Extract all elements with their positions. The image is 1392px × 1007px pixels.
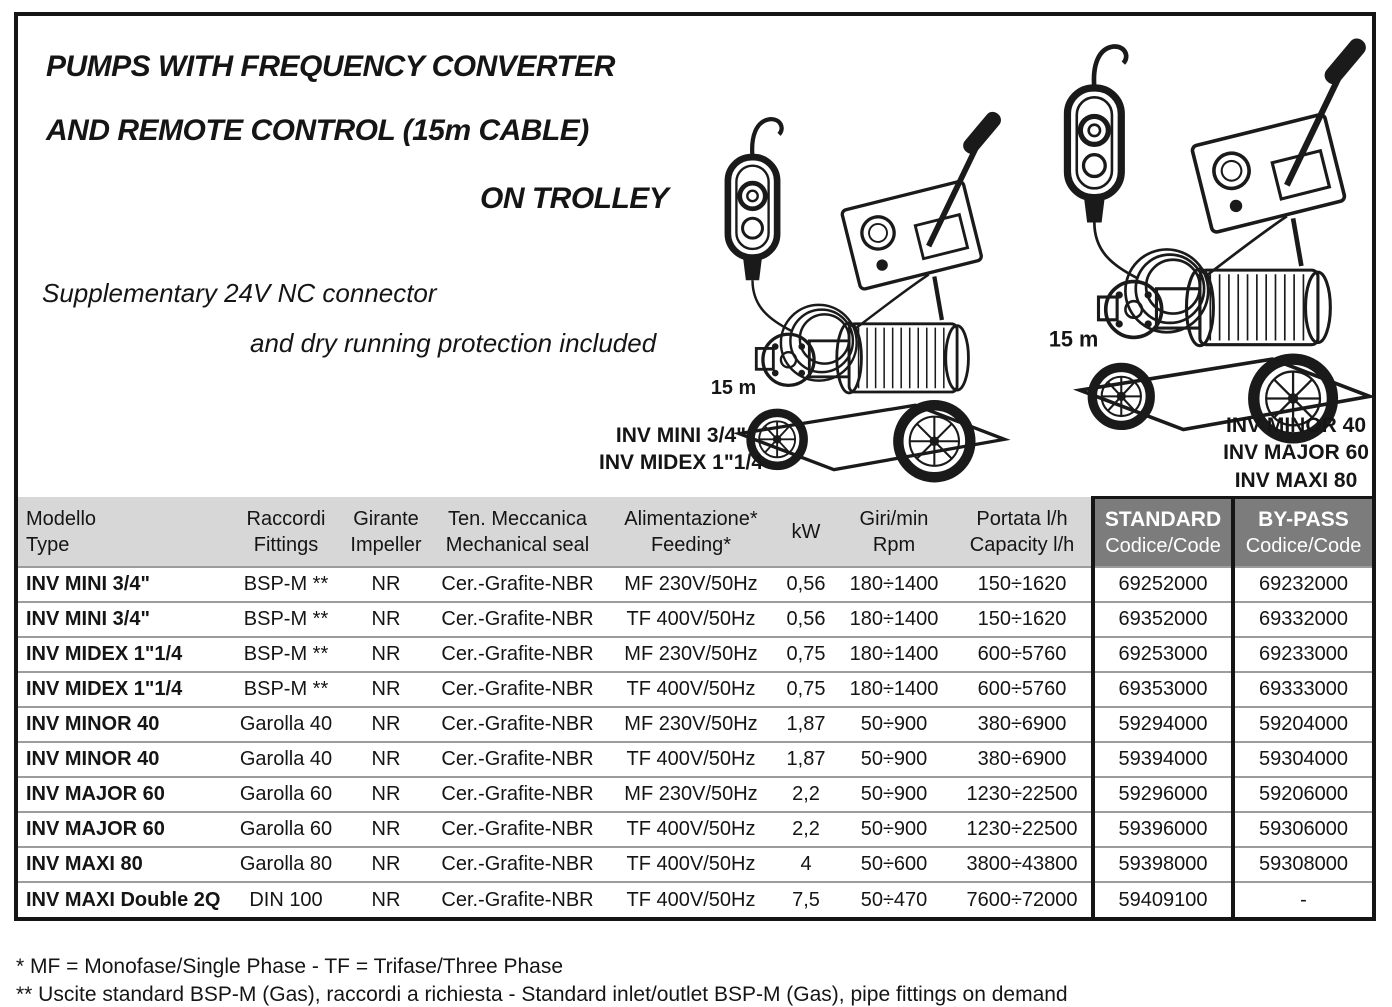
cell-standard-code: 69352000 [1093, 602, 1233, 637]
header-standard-code: STANDARD Codice/Code [1093, 497, 1233, 567]
cell-kw: 4 [777, 847, 835, 882]
table-row [18, 567, 1372, 602]
cell-impeller: NR [342, 777, 430, 812]
cell-mechanical-seal: Cer.-Grafite-NBR [430, 672, 605, 707]
table-row [18, 672, 1372, 707]
cell-bypass-code: 59308000 [1233, 847, 1372, 882]
cell-rpm: 180÷1400 [835, 637, 953, 672]
cell-standard-code: 59296000 [1093, 777, 1233, 812]
cell-fittings: Garolla 60 [230, 812, 342, 847]
cell-impeller: NR [342, 742, 430, 777]
cell-standard-code: 69252000 [1093, 567, 1233, 602]
cell-capacity: 1230÷22500 [953, 777, 1093, 812]
cell-feeding: TF 400V/50Hz [605, 847, 777, 882]
cell-standard-code: 59294000 [1093, 707, 1233, 742]
models-label-left [574, 422, 788, 477]
header-kw: kW [777, 497, 835, 567]
cell-kw: 0,56 [777, 567, 835, 602]
cell-mechanical-seal: Cer.-Grafite-NBR [430, 777, 605, 812]
cell-bypass-code: 59204000 [1233, 707, 1372, 742]
cell-feeding: MF 230V/50Hz [605, 637, 777, 672]
header-mechanical-seal: Ten. Meccanica Mechanical seal [430, 497, 605, 567]
cell-standard-code: 59394000 [1093, 742, 1233, 777]
cell-impeller: NR [342, 707, 430, 742]
cell-mechanical-seal: Cer.-Grafite-NBR [430, 602, 605, 637]
cell-capacity: 380÷6900 [953, 707, 1093, 742]
cell-impeller: NR [342, 812, 430, 847]
cell-fittings: Garolla 40 [230, 707, 342, 742]
cell-model: INV MINI 3/4" [18, 567, 230, 602]
cell-rpm: 50÷900 [835, 742, 953, 777]
cell-capacity: 380÷6900 [953, 742, 1093, 777]
cell-rpm: 50÷900 [835, 707, 953, 742]
cell-kw: 7,5 [777, 882, 835, 917]
cell-standard-code: 59396000 [1093, 812, 1233, 847]
cell-kw: 2,2 [777, 812, 835, 847]
cell-model: INV MINI 3/4" [18, 602, 230, 637]
spec-table [18, 496, 1372, 918]
model-name: INV MAXI 80 [1234, 468, 1358, 492]
page-title-line1: PUMPS WITH FREQUENCY CONVERTER [46, 50, 615, 83]
cell-fittings: Garolla 40 [230, 742, 342, 777]
cell-fittings: Garolla 60 [230, 777, 342, 812]
table-body [18, 567, 1372, 917]
subtitle-line2: and dry running protection included [250, 328, 657, 358]
cell-model: INV MINOR 40 [18, 707, 230, 742]
cell-bypass-code: 59306000 [1233, 812, 1372, 847]
cell-mechanical-seal: Cer.-Grafite-NBR [430, 742, 605, 777]
cell-model: INV MAJOR 60 [18, 777, 230, 812]
cell-impeller: NR [342, 637, 430, 672]
cell-rpm: 50÷900 [835, 777, 953, 812]
cell-capacity: 150÷1620 [953, 602, 1093, 637]
cell-fittings: BSP-M ** [230, 567, 342, 602]
cell-feeding: TF 400V/50Hz [605, 602, 777, 637]
cell-fittings: Garolla 80 [230, 847, 342, 882]
cell-impeller: NR [342, 672, 430, 707]
cell-model: INV MAXI 80 [18, 847, 230, 882]
cell-bypass-code: 69333000 [1233, 672, 1372, 707]
table-row [18, 602, 1372, 637]
cell-capacity: 7600÷72000 [953, 882, 1093, 917]
cell-bypass-code: 69232000 [1233, 567, 1372, 602]
table-header-row [18, 497, 1372, 567]
header-capacity: Portata l/h Capacity l/h [953, 497, 1093, 567]
cell-rpm: 50÷900 [835, 812, 953, 847]
cell-kw: 1,87 [777, 707, 835, 742]
cell-model: INV MINOR 40 [18, 742, 230, 777]
cell-feeding: MF 230V/50Hz [605, 707, 777, 742]
cell-feeding: TF 400V/50Hz [605, 742, 777, 777]
cell-capacity: 150÷1620 [953, 567, 1093, 602]
pump-trolley-illustration-large [1026, 30, 1378, 444]
cell-bypass-code: 59304000 [1233, 742, 1372, 777]
cell-mechanical-seal: Cer.-Grafite-NBR [430, 707, 605, 742]
cell-impeller: NR [342, 602, 430, 637]
cell-rpm: 50÷600 [835, 847, 953, 882]
model-name: INV MINOR 40 [1225, 414, 1367, 437]
cell-model: INV MIDEX 1"1/4 [18, 672, 230, 707]
subtitle-line1: Supplementary 24V NC connector [42, 278, 437, 308]
cell-impeller: NR [342, 567, 430, 602]
table-row [18, 882, 1372, 917]
table-row [18, 777, 1372, 812]
cell-capacity: 3800÷43800 [953, 847, 1093, 882]
page-title-line2: AND REMOTE CONTROL (15m CABLE) [46, 114, 589, 147]
cell-standard-code: 59398000 [1093, 847, 1233, 882]
cell-impeller: NR [342, 882, 430, 917]
header-rpm: Giri/min Rpm [835, 497, 953, 567]
table-row [18, 812, 1372, 847]
table-row [18, 707, 1372, 742]
header-model: Modello Type [18, 497, 230, 567]
cell-standard-code: 59409100 [1093, 882, 1233, 917]
cell-mechanical-seal: Cer.-Grafite-NBR [430, 847, 605, 882]
cell-fittings: BSP-M ** [230, 602, 342, 637]
header-impeller: Girante Impeller [342, 497, 430, 567]
cell-mechanical-seal: Cer.-Grafite-NBR [430, 637, 605, 672]
cell-kw: 0,75 [777, 637, 835, 672]
table-row [18, 742, 1372, 777]
cell-bypass-code: 59206000 [1233, 777, 1372, 812]
footnote-phase: * MF = Monofase/Single Phase - TF = Trifase/Three Phase [16, 955, 564, 978]
cell-bypass-code: 69233000 [1233, 637, 1372, 672]
cell-rpm: 50÷470 [835, 882, 953, 917]
cell-rpm: 180÷1400 [835, 672, 953, 707]
cell-rpm: 180÷1400 [835, 567, 953, 602]
cell-rpm: 180÷1400 [835, 602, 953, 637]
cell-feeding: TF 400V/50Hz [605, 672, 777, 707]
cell-kw: 1,87 [777, 742, 835, 777]
cell-capacity: 600÷5760 [953, 637, 1093, 672]
cell-fittings: BSP-M ** [230, 637, 342, 672]
model-name: INV MAJOR 60 [1223, 441, 1369, 465]
cell-model: INV MAJOR 60 [18, 812, 230, 847]
cell-kw: 0,75 [777, 672, 835, 707]
models-label-right [1200, 412, 1392, 494]
cell-kw: 0,56 [777, 602, 835, 637]
cell-model: INV MIDEX 1"1/4 [18, 637, 230, 672]
footnote-fittings: ** Uscite standard BSP-M (Gas), raccordi a richiesta - Standard inlet/outlet BSP-M (Gas), pipe fittings on demand [16, 983, 1068, 1006]
page-title-line3: ON TROLLEY [480, 182, 669, 215]
cell-fittings: DIN 100 [230, 882, 342, 917]
model-name: INV MIDEX 1"1/4 [598, 451, 763, 475]
content-frame [14, 12, 1376, 921]
header-feeding: Alimentazione* Feeding* [605, 497, 777, 567]
table-row [18, 637, 1372, 672]
table-row [18, 847, 1372, 882]
cell-standard-code: 69353000 [1093, 672, 1233, 707]
cell-capacity: 1230÷22500 [953, 812, 1093, 847]
model-name: INV MINI 3/4" [615, 424, 747, 447]
cell-standard-code: 69253000 [1093, 637, 1233, 672]
header-fittings: Raccordi Fittings [230, 497, 342, 567]
cell-fittings: BSP-M ** [230, 672, 342, 707]
cell-bypass-code: 69332000 [1233, 602, 1372, 637]
cell-mechanical-seal: Cer.-Grafite-NBR [430, 567, 605, 602]
cell-bypass-code: - [1233, 882, 1372, 917]
cell-feeding: TF 400V/50Hz [605, 882, 777, 917]
cell-capacity: 600÷5760 [953, 672, 1093, 707]
cell-model: INV MAXI Double 2Q [18, 882, 230, 917]
cell-kw: 2,2 [777, 777, 835, 812]
cell-feeding: MF 230V/50Hz [605, 777, 777, 812]
cell-feeding: TF 400V/50Hz [605, 812, 777, 847]
cell-mechanical-seal: Cer.-Grafite-NBR [430, 882, 605, 917]
cell-feeding: MF 230V/50Hz [605, 567, 777, 602]
header-bypass-code: BY-PASS Codice/Code [1233, 497, 1372, 567]
cell-mechanical-seal: Cer.-Grafite-NBR [430, 812, 605, 847]
cell-impeller: NR [342, 847, 430, 882]
